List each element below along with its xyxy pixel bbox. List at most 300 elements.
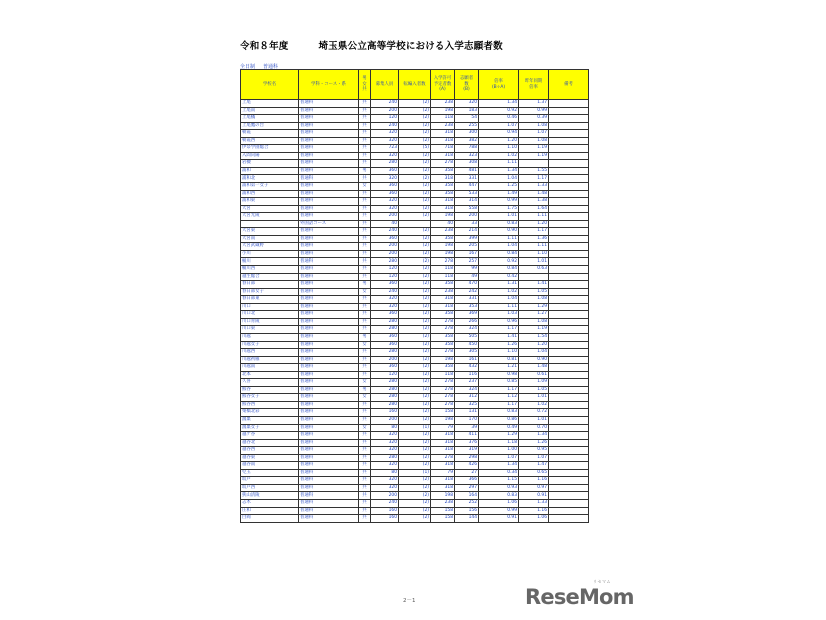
capacity-cell: 160: [371, 507, 399, 515]
school-cell: 越ケ谷: [241, 432, 299, 440]
table-body: [241, 100, 589, 523]
course-cell: 普通科: [299, 243, 359, 251]
school-cell: 川越女子: [241, 341, 299, 349]
course-cell: 普通科: [299, 198, 359, 206]
ratio-cell: 1.04: [479, 243, 519, 251]
gender-cell: 共: [359, 477, 371, 485]
admitted-cell: (2): [399, 107, 431, 115]
notes-cell: [549, 175, 589, 183]
planned-cell: 358: [431, 341, 455, 349]
notes-cell: [549, 130, 589, 138]
planned-cell: 318: [431, 447, 455, 455]
prev-ratio-cell: 1.08: [519, 137, 549, 145]
notes-cell: [549, 243, 589, 251]
prev-ratio-cell: 1.38: [519, 198, 549, 206]
notes-cell: [549, 235, 589, 243]
header-gender: 男 女 共: [359, 70, 371, 100]
table-row: [241, 492, 589, 500]
planned-cell: 318: [431, 439, 455, 447]
course-cell: 普通科: [299, 228, 359, 236]
gender-cell: 共: [359, 349, 371, 357]
table-row: [241, 484, 589, 492]
prev-ratio-cell: 1.16: [519, 507, 549, 515]
table-row: [241, 394, 589, 402]
planned-cell: 318: [431, 462, 455, 470]
notes-cell: [549, 379, 589, 387]
school-cell: 大宮光陵: [241, 213, 299, 221]
ratio-cell: 0.92: [479, 107, 519, 115]
prev-ratio-cell: 1.33: [519, 183, 549, 191]
course-cell: 普通科: [299, 469, 359, 477]
applicants-cell: 308: [455, 160, 479, 168]
gender-cell: 共: [359, 273, 371, 281]
planned-cell: 318: [431, 175, 455, 183]
planned-cell: 238: [431, 499, 455, 507]
capacity-cell: 80: [371, 424, 399, 432]
notes-cell: [549, 454, 589, 462]
table-row: [241, 198, 589, 206]
applicants-cell: 353: [455, 303, 479, 311]
capacity-cell: 360: [371, 190, 399, 198]
notes-cell: [549, 288, 589, 296]
school-cell: 大宮南: [241, 235, 299, 243]
applicants-cell: 399: [455, 235, 479, 243]
gender-cell: 共: [359, 258, 371, 266]
table-row: [241, 296, 589, 304]
planned-cell: 318: [431, 484, 455, 492]
planned-cell: 358: [431, 333, 455, 341]
school-cell: 川越初雁: [241, 356, 299, 364]
table-row: [241, 341, 589, 349]
notes-cell: [549, 152, 589, 160]
admitted-cell: (2): [399, 303, 431, 311]
school-cell: 鴻巣女子: [241, 424, 299, 432]
course-cell: 普通科: [299, 303, 359, 311]
school-cell: 熊谷: [241, 386, 299, 394]
capacity-cell: 280: [371, 326, 399, 334]
admitted-cell: (2): [399, 137, 431, 145]
prev-ratio-cell: 1.19: [519, 326, 549, 334]
admitted-cell: (2): [399, 447, 431, 455]
school-cell: 上尾: [241, 100, 299, 108]
prev-ratio-cell: 1.34: [519, 432, 549, 440]
capacity-cell: 200: [371, 416, 399, 424]
planned-cell: 118: [431, 273, 455, 281]
ratio-cell: 0.49: [479, 424, 519, 432]
planned-cell: 158: [431, 507, 455, 515]
ratio-cell: 1.75: [479, 205, 519, 213]
notes-cell: [549, 296, 589, 304]
ratio-cell: 1.26: [479, 341, 519, 349]
ratio-cell: 1.34: [479, 462, 519, 470]
prev-ratio-cell: 1.01: [519, 258, 549, 266]
planned-cell: 158: [431, 515, 455, 523]
applicants-cell: 323: [455, 152, 479, 160]
notes-cell: [549, 409, 589, 417]
admitted-cell: (2): [399, 115, 431, 123]
course-cell: 普通科: [299, 341, 359, 349]
capacity-cell: 360: [371, 235, 399, 243]
section-label-type: 全日制: [240, 64, 256, 70]
gender-cell: 共: [359, 296, 371, 304]
gender-cell: 女: [359, 394, 371, 402]
prev-ratio-cell: 1.09: [519, 379, 549, 387]
course-cell: 普通科: [299, 477, 359, 485]
notes-cell: [549, 484, 589, 492]
ratio-cell: 1.34: [479, 167, 519, 175]
notes-cell: [549, 318, 589, 326]
school-cell: 志木: [241, 499, 299, 507]
table-row: [241, 213, 589, 221]
applicants-cell: 144: [455, 515, 479, 523]
gender-cell: 共: [359, 499, 371, 507]
course-cell: 普通科: [299, 409, 359, 417]
notes-cell: [549, 432, 589, 440]
table-row: [241, 356, 589, 364]
admitted-cell: (2): [399, 318, 431, 326]
gender-cell: 共: [359, 469, 371, 477]
ratio-cell: 1.17: [479, 326, 519, 334]
planned-cell: 358: [431, 183, 455, 191]
planned-cell: 198: [431, 107, 455, 115]
planned-cell: 278: [431, 454, 455, 462]
ratio-cell: 0.84: [479, 266, 519, 274]
course-cell: 普通科: [299, 296, 359, 304]
capacity-cell: 240: [371, 100, 399, 108]
capacity-cell: 120: [371, 371, 399, 379]
page-number: 2－1: [403, 598, 416, 604]
course-cell: 普通科: [299, 288, 359, 296]
prev-ratio-cell: 0.99: [519, 107, 549, 115]
prev-ratio-cell: 1.36: [519, 235, 549, 243]
ratio-cell: 1.17: [479, 401, 519, 409]
capacity-cell: 200: [371, 356, 399, 364]
notes-cell: [549, 386, 589, 394]
prev-ratio-cell: 1.04: [519, 349, 549, 357]
course-cell: 外国語コース: [299, 220, 359, 228]
applicants-cell: 170: [455, 416, 479, 424]
course-cell: 普通科: [299, 205, 359, 213]
gender-cell: 共: [359, 175, 371, 183]
prev-ratio-cell: 1.11: [519, 213, 549, 221]
school-cell: 浦和北: [241, 175, 299, 183]
table-row: [241, 205, 589, 213]
notes-cell: [549, 492, 589, 500]
prev-ratio-cell: 1.37: [519, 100, 549, 108]
planned-cell: 318: [431, 296, 455, 304]
notes-cell: [549, 220, 589, 228]
table-row: [241, 152, 589, 160]
prev-ratio-cell: 1.48: [519, 364, 549, 372]
planned-cell: 198: [431, 243, 455, 251]
course-cell: 普通科: [299, 130, 359, 138]
gender-cell: 共: [359, 318, 371, 326]
table-row: [241, 386, 589, 394]
admitted-cell: (2): [399, 394, 431, 402]
capacity-cell: 320: [371, 152, 399, 160]
notes-cell: [549, 499, 589, 507]
school-cell: 川越: [241, 333, 299, 341]
ratio-cell: 0.92: [479, 258, 519, 266]
planned-cell: 358: [431, 190, 455, 198]
table-row: [241, 107, 589, 115]
capacity-cell: 320: [371, 303, 399, 311]
capacity-cell: 280: [371, 454, 399, 462]
applicants-cell: 54: [455, 115, 479, 123]
planned-cell: 238: [431, 122, 455, 130]
prev-ratio-cell: 0.72: [519, 409, 549, 417]
ratio-cell: 1.17: [479, 386, 519, 394]
admitted-cell: (2): [399, 167, 431, 175]
table-row: [241, 416, 589, 424]
planned-cell: 40: [431, 220, 455, 228]
applicants-cell: 205: [455, 243, 479, 251]
gender-cell: 共: [359, 439, 371, 447]
school-cell: 浦和西: [241, 190, 299, 198]
planned-cell: 358: [431, 281, 455, 289]
capacity-cell: 320: [371, 198, 399, 206]
planned-cell: 318: [431, 198, 455, 206]
notes-cell: [549, 303, 589, 311]
gender-cell: 共: [359, 447, 371, 455]
planned-cell: 198: [431, 213, 455, 221]
school-cell: 狭山清陵: [241, 492, 299, 500]
notes-cell: [549, 281, 589, 289]
gender-cell: 共: [359, 205, 371, 213]
gender-cell: 女: [359, 183, 371, 191]
gender-cell: 共: [359, 115, 371, 123]
table-row: [241, 515, 589, 523]
prev-ratio-cell: 0.63: [519, 266, 549, 274]
gender-cell: 共: [359, 432, 371, 440]
school-cell: 桶川西: [241, 266, 299, 274]
admitted-cell: (2): [399, 454, 431, 462]
gender-cell: 男: [359, 281, 371, 289]
school-cell: 大宮: [241, 205, 299, 213]
prev-ratio-cell: 1.06: [519, 515, 549, 523]
ratio-cell: 1.25: [479, 183, 519, 191]
prev-ratio-cell: 1.27: [519, 311, 549, 319]
gender-cell: 共: [359, 364, 371, 372]
prev-ratio-cell: 0.61: [519, 371, 549, 379]
admitted-cell: (2): [399, 288, 431, 296]
gender-cell: 共: [359, 326, 371, 334]
capacity-cell: 320: [371, 432, 399, 440]
notes-cell: [549, 469, 589, 477]
admitted-cell: (2): [399, 515, 431, 523]
ratio-cell: 0.83: [479, 220, 519, 228]
planned-cell: 318: [431, 205, 455, 213]
ratio-cell: 1.41: [479, 333, 519, 341]
gender-cell: 共: [359, 401, 371, 409]
school-cell: 上尾橘: [241, 115, 299, 123]
ratio-cell: 0.91: [479, 515, 519, 523]
applicants-cell: 266: [455, 318, 479, 326]
course-cell: 普通科: [299, 356, 359, 364]
applicants-cell: 27: [455, 469, 479, 477]
school-cell: 春日部女子: [241, 288, 299, 296]
gender-cell: 共: [359, 243, 371, 251]
ratio-cell: 0.96: [479, 318, 519, 326]
school-cell: 入間向陽: [241, 152, 299, 160]
school-cell: 浦和: [241, 167, 299, 175]
planned-cell: 318: [431, 477, 455, 485]
ratio-cell: 1.34: [479, 100, 519, 108]
course-cell: 普通科: [299, 454, 359, 462]
applicants-cell: 214: [455, 228, 479, 236]
table-row: [241, 137, 589, 145]
ratio-cell: 1.15: [479, 477, 519, 485]
capacity-cell: 200: [371, 492, 399, 500]
applicants-cell: 298: [455, 454, 479, 462]
prev-ratio-cell: 0.95: [519, 447, 549, 455]
planned-cell: 238: [431, 100, 455, 108]
table-row: [241, 303, 589, 311]
capacity-cell: 320: [371, 175, 399, 183]
planned-cell: 318: [431, 152, 455, 160]
gender-cell: 共: [359, 409, 371, 417]
notes-cell: [549, 205, 589, 213]
gender-cell: 女: [359, 341, 371, 349]
gender-cell: 共: [359, 107, 371, 115]
ratio-cell: 1.07: [479, 454, 519, 462]
document-title: [240, 38, 503, 52]
course-cell: 普通科: [299, 484, 359, 492]
gender-cell: 共: [359, 266, 371, 274]
notes-cell: [549, 145, 589, 153]
prev-ratio-cell: 1.17: [519, 228, 549, 236]
gender-cell: 共: [359, 416, 371, 424]
course-cell: 普通科: [299, 175, 359, 183]
school-cell: 桶川: [241, 258, 299, 266]
ratio-cell: 1.20: [479, 137, 519, 145]
admitted-cell: (2): [399, 228, 431, 236]
prev-ratio-cell: 0.97: [519, 484, 549, 492]
applicants-cell: 450: [455, 341, 479, 349]
admitted-cell: (2): [399, 333, 431, 341]
notes-cell: [549, 356, 589, 364]
table-row: [241, 175, 589, 183]
course-cell: 普通科: [299, 122, 359, 130]
table-row: [241, 409, 589, 417]
applicants-cell: 325: [455, 401, 479, 409]
planned-cell: 79: [431, 424, 455, 432]
admitted-cell: (2): [399, 243, 431, 251]
prev-ratio-cell: 1.05: [519, 386, 549, 394]
capacity-cell: 360: [371, 341, 399, 349]
course-cell: 普通科: [299, 167, 359, 175]
table-row: [241, 349, 589, 357]
planned-cell: 238: [431, 288, 455, 296]
admitted-cell: (2): [399, 439, 431, 447]
capacity-cell: 320: [371, 130, 399, 138]
prev-ratio-cell: 1.02: [519, 401, 549, 409]
capacity-cell: 320: [371, 447, 399, 455]
table-row: [241, 288, 589, 296]
notes-cell: [549, 515, 589, 523]
ratio-cell: 1.29: [479, 432, 519, 440]
prev-ratio-cell: 1.19: [519, 152, 549, 160]
notes-cell: [549, 160, 589, 168]
gender-cell: 共: [359, 454, 371, 462]
table-row: [241, 499, 589, 507]
applicants-cell: 183: [455, 107, 479, 115]
gender-cell: 共: [359, 356, 371, 364]
course-cell: 普通科: [299, 160, 359, 168]
prev-ratio-cell: 1.19: [519, 145, 549, 153]
capacity-cell: 723: [371, 145, 399, 153]
applicants-cell: 324: [455, 386, 479, 394]
notes-cell: [549, 371, 589, 379]
ratio-cell: 1.21: [479, 364, 519, 372]
applicants-cell: 164: [455, 492, 479, 500]
notes-cell: [549, 100, 589, 108]
course-cell: 普通科: [299, 152, 359, 160]
table-row: [241, 462, 589, 470]
ratio-cell: 1.04: [479, 296, 519, 304]
applicants-cell: 167: [455, 250, 479, 258]
admitted-cell: (2): [399, 311, 431, 319]
gender-cell: 男: [359, 333, 371, 341]
capacity-cell: 80: [371, 469, 399, 477]
school-cell: 庄和: [241, 507, 299, 515]
notes-cell: [549, 137, 589, 145]
ratio-cell: 1.10: [479, 349, 519, 357]
school-cell: 春日部: [241, 281, 299, 289]
gender-cell: 共: [359, 160, 371, 168]
applicants-cell: 432: [455, 364, 479, 372]
notes-cell: [549, 266, 589, 274]
table-row: [241, 250, 589, 258]
ratio-cell: 1.11: [479, 235, 519, 243]
gender-cell: 男: [359, 167, 371, 175]
capacity-cell: 360: [371, 364, 399, 372]
applicants-cell: 131: [455, 409, 479, 417]
prev-ratio-cell: [519, 160, 549, 168]
course-cell: 普通科: [299, 379, 359, 387]
notes-cell: [549, 122, 589, 130]
gender-cell: 共: [359, 213, 371, 221]
capacity-cell: 320: [371, 477, 399, 485]
course-cell: 普通科: [299, 326, 359, 334]
table-row: [241, 379, 589, 387]
header-school: 学校名: [241, 70, 299, 100]
capacity-cell: 40: [371, 220, 399, 228]
course-cell: 普通科: [299, 107, 359, 115]
gender-cell: 共: [359, 311, 371, 319]
header-ratio: 倍率 (B÷A): [479, 70, 519, 100]
header-prev-ratio: 昨年同期 倍率: [519, 70, 549, 100]
admitted-cell: (2): [399, 130, 431, 138]
course-cell: 普通科: [299, 190, 359, 198]
ratio-cell: 1.06: [479, 499, 519, 507]
ratio-cell: 1.31: [479, 281, 519, 289]
school-cell: 春日部東: [241, 296, 299, 304]
gender-cell: 男: [359, 386, 371, 394]
admitted-cell: (2): [399, 235, 431, 243]
ratio-cell: 0.84: [479, 250, 519, 258]
admitted-cell: (2): [399, 213, 431, 221]
admitted-cell: (2): [399, 281, 431, 289]
ratio-cell: 0.34: [479, 469, 519, 477]
notes-cell: [549, 477, 589, 485]
planned-cell: 318: [431, 130, 455, 138]
table-row: [241, 183, 589, 191]
title-year: 令和８年度: [240, 41, 289, 52]
course-cell: 普通科: [299, 499, 359, 507]
capacity-cell: 160: [371, 409, 399, 417]
admitted-cell: (2): [399, 205, 431, 213]
